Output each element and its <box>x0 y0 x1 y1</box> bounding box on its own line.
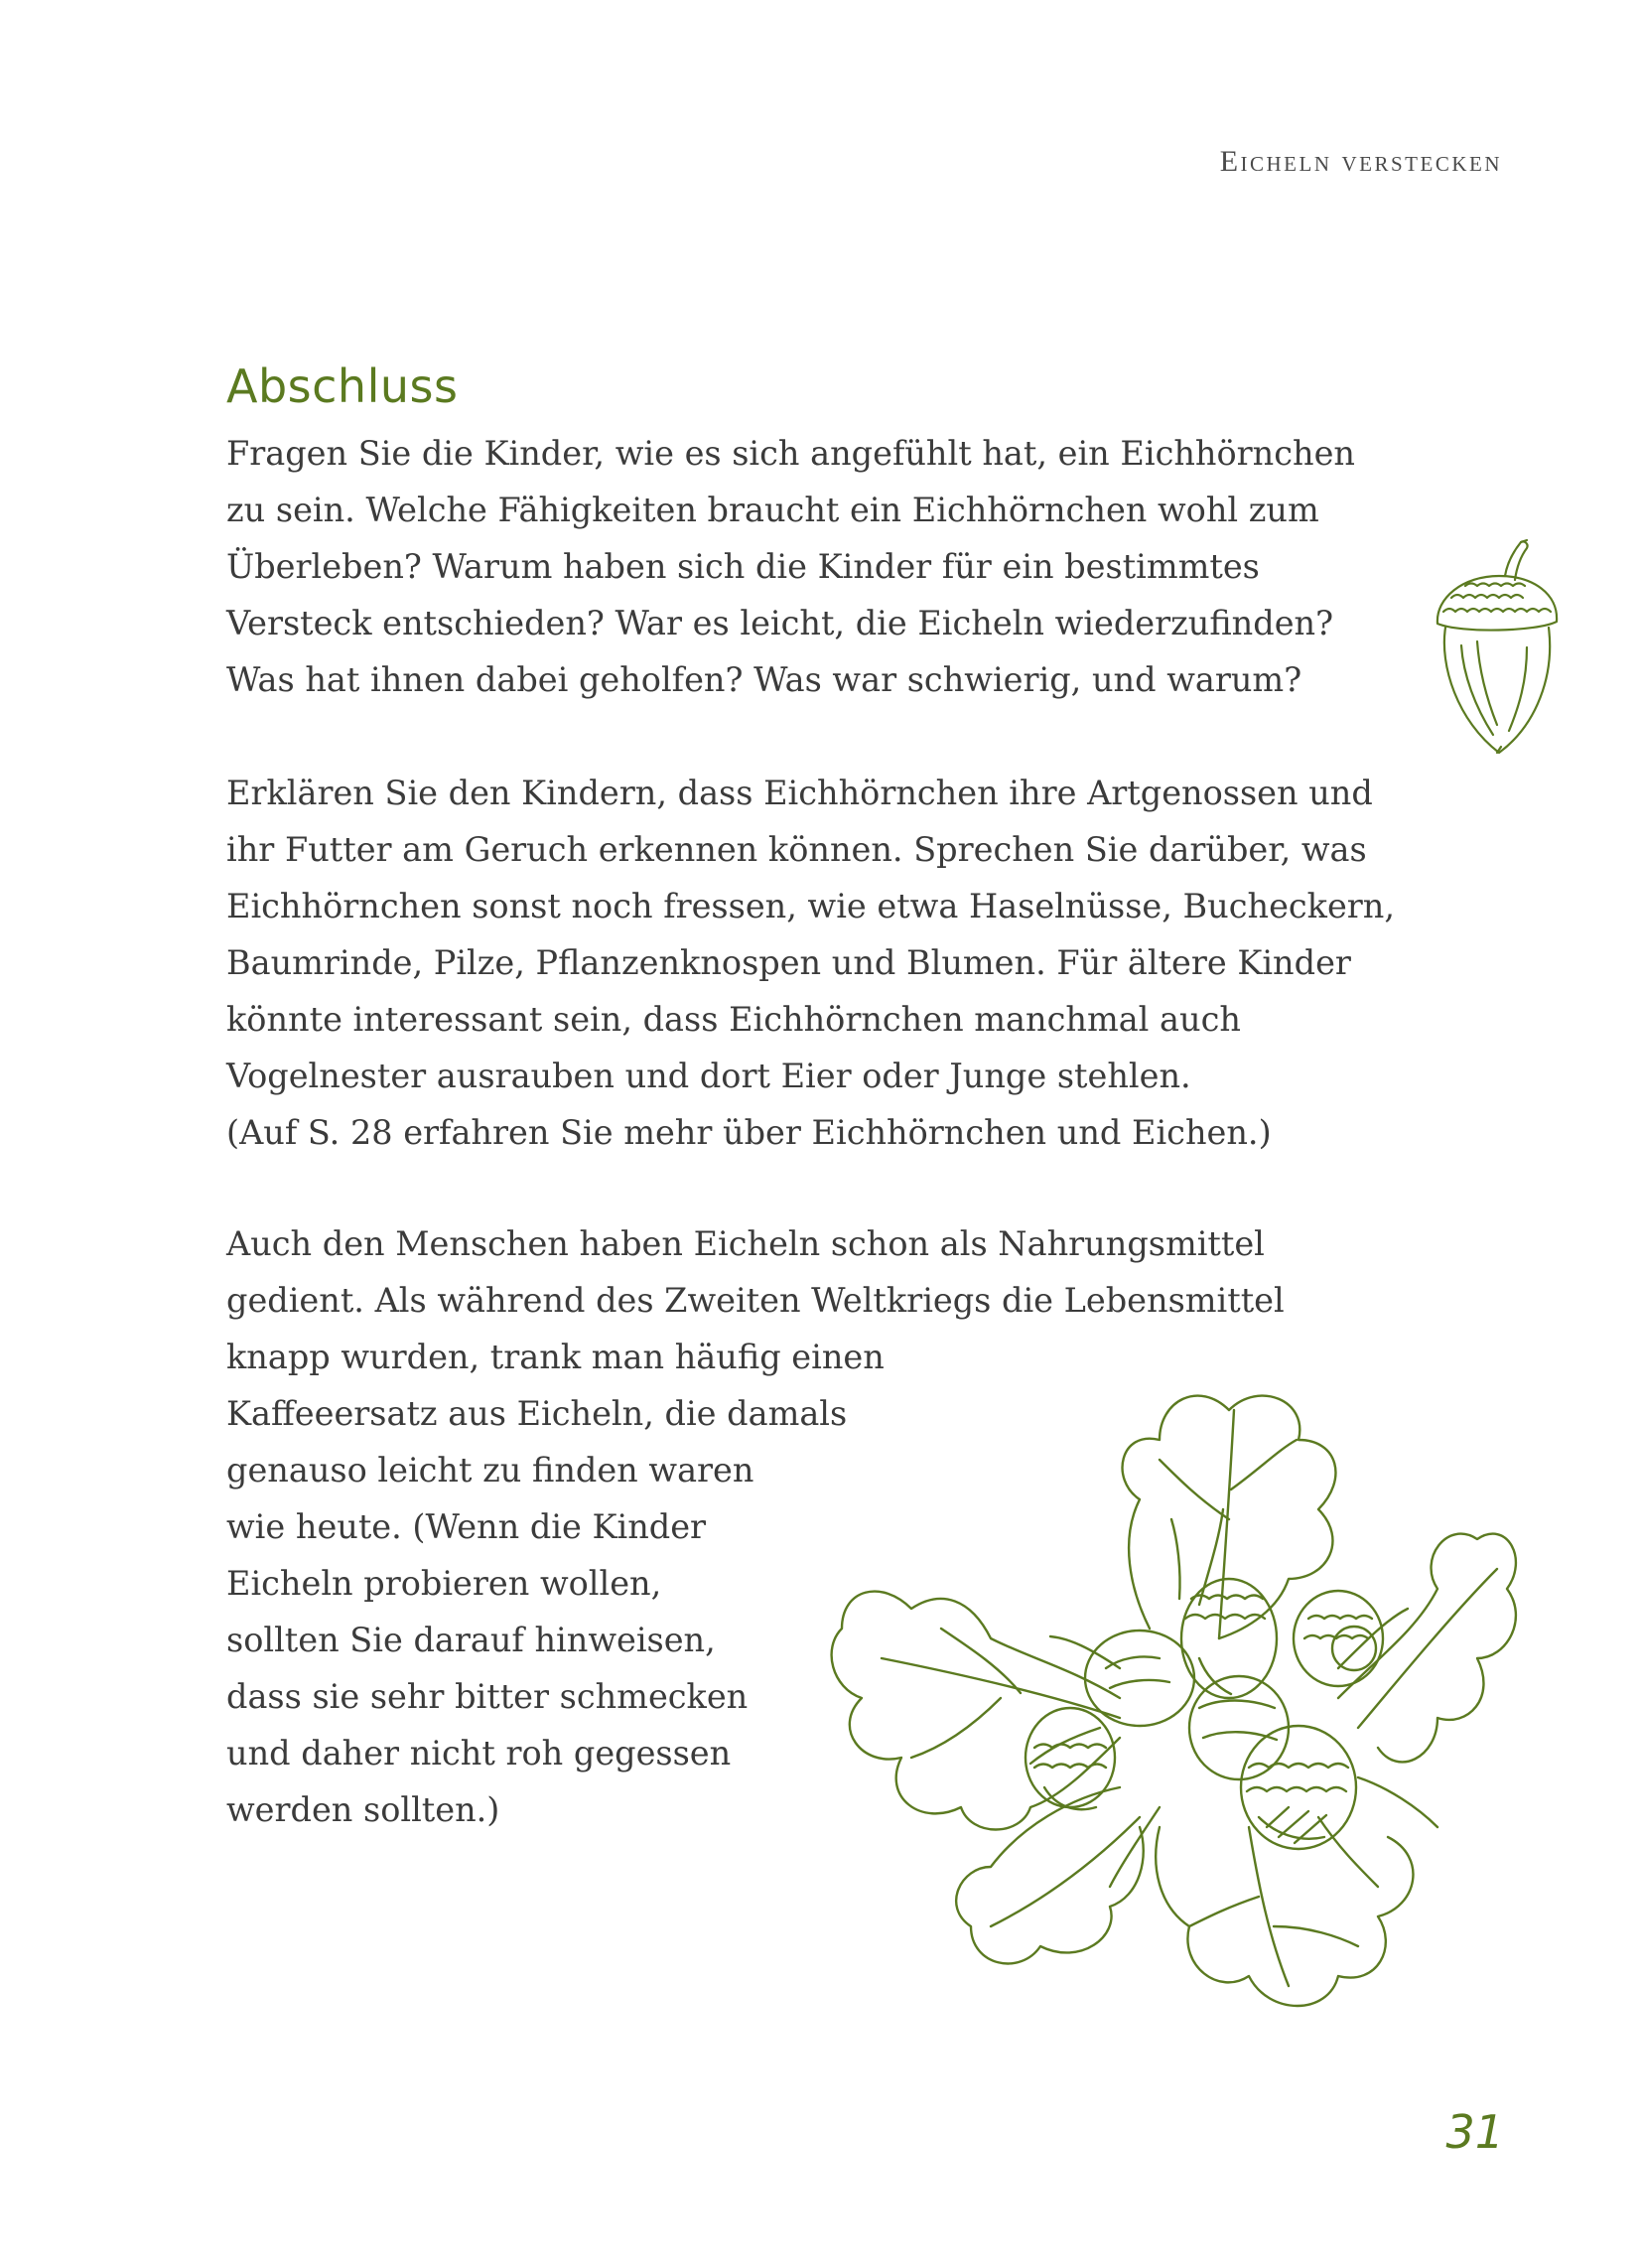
paragraph-line: Überleben? Warum haben sich die Kinder für ein bestimmtes <box>226 547 1260 586</box>
paragraph-line: Vogelnester ausrauben und dort Eier oder Junge stehlen. <box>226 1057 1191 1095</box>
paragraph-line: sollten Sie darauf hinweisen, <box>226 1621 716 1659</box>
paragraph-line: Auch den Menschen haben Eicheln schon als Nahrungsmittel <box>226 1224 1265 1263</box>
paragraph-line: knapp wurden, trank man häufig einen <box>226 1338 885 1376</box>
paragraph-line: werden sollten.) <box>226 1790 500 1829</box>
paragraph-line: Kaffeeersatz aus Eicheln, die damals <box>226 1394 848 1433</box>
paragraph-line: ihr Futter am Geruch erkennen können. Sprechen Sie darüber, was <box>226 830 1367 869</box>
paragraph-line: Was hat ihnen dabei geholfen? Was war schwierig, und warum? <box>226 660 1302 699</box>
page-number: 31 <box>1445 2105 1504 2159</box>
paragraph-squirrel-food <box>226 765 1395 1161</box>
paragraph-line: genauso leicht zu finden waren <box>226 1451 754 1489</box>
paragraph-line: Eichhörnchen sonst noch fressen, wie etwa Haselnüsse, Bucheckern, <box>226 887 1396 925</box>
paragraph-line: könnte interessant sein, dass Eichhörnchen manchmal auch <box>226 1000 1241 1039</box>
paragraph-line: Fragen Sie die Kinder, wie es sich angefühlt hat, ein Eichhörnchen <box>226 434 1355 473</box>
paragraph-line: und daher nicht roh gegessen <box>226 1734 732 1772</box>
paragraph-line: dass sie sehr bitter schmecken <box>226 1677 749 1716</box>
paragraph-line: Baumrinde, Pilze, Pflanzenknospen und Blumen. Für ältere Kinder <box>226 943 1351 982</box>
acorn-icon <box>1418 536 1576 757</box>
paragraph-line: Erklären Sie den Kindern, dass Eichhörnchen ihre Artgenossen und <box>226 774 1373 812</box>
paragraph-reflection <box>226 425 1355 708</box>
section-heading: Abschluss <box>226 359 459 413</box>
paragraph-line: (Auf S. 28 erfahren Sie mehr über Eichhörnchen und Eichen.) <box>226 1113 1272 1152</box>
paragraph-line: zu sein. Welche Fähigkeiten braucht ein Eichhörnchen wohl zum <box>226 491 1319 529</box>
running-head: Eicheln verstecken <box>1219 145 1502 178</box>
paragraph-line: Versteck entschieden? War es leicht, die Eicheln wiederzufinden? <box>226 604 1334 642</box>
paragraph-line: Eicheln probieren wollen, <box>226 1564 662 1603</box>
paragraph-line: gedient. Als während des Zweiten Weltkriegs die Lebensmittel <box>226 1281 1285 1320</box>
oak-leaves-acorns-icon <box>822 1370 1529 2026</box>
paragraph-line: wie heute. (Wenn die Kinder <box>226 1507 707 1546</box>
